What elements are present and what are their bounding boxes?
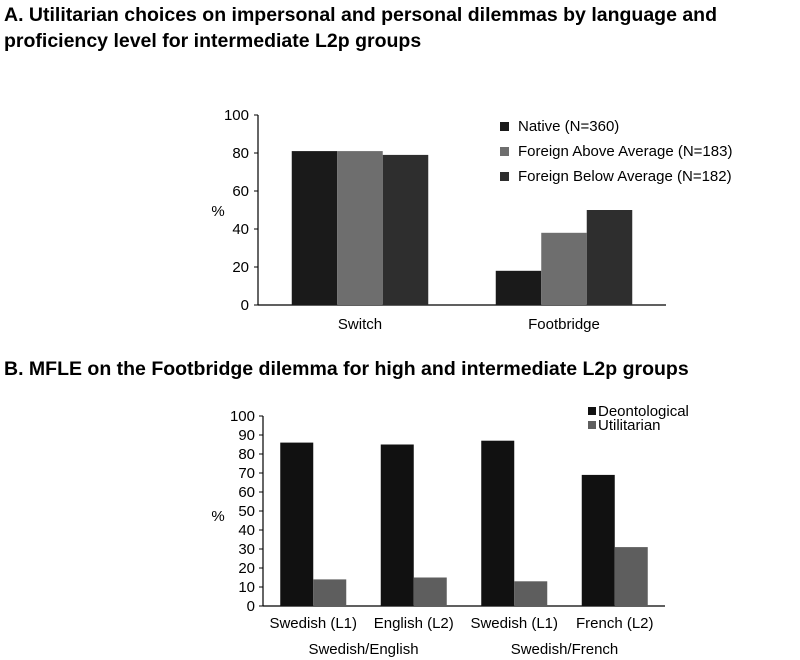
bar — [481, 441, 514, 606]
legend-label: Deontological — [598, 403, 689, 420]
bar — [292, 151, 338, 305]
bar — [381, 445, 414, 607]
bar — [280, 443, 313, 606]
legend-label: Foreign Below Average (N=182) — [518, 168, 732, 185]
bar — [496, 271, 542, 305]
chart-b — [0, 395, 800, 660]
legend-label: Foreign Above Average (N=183) — [518, 143, 733, 160]
y-tick-label: 50 — [238, 503, 255, 520]
bar — [514, 581, 547, 606]
y-tick-label: 20 — [238, 560, 255, 577]
legend-label: Utilitarian — [598, 417, 661, 434]
legend-swatch — [500, 172, 509, 181]
group-label: Swedish/French — [510, 641, 619, 658]
y-tick-label: 40 — [232, 221, 249, 238]
bar — [587, 210, 633, 305]
bar — [313, 579, 346, 606]
bar — [414, 578, 447, 607]
legend-swatch — [588, 421, 596, 429]
y-tick-label: 80 — [232, 145, 249, 162]
category-label: Swedish (L1) — [269, 615, 358, 632]
y-tick-label: 40 — [238, 522, 255, 539]
chart-a — [0, 90, 800, 340]
chart-b-title: B. MFLE on the Footbridge dilemma for high and intermediate L2p groups — [4, 358, 689, 380]
category-label: Swedish (L1) — [470, 615, 559, 632]
bar — [337, 151, 383, 305]
y-tick-label: 90 — [238, 427, 255, 444]
legend-label: Native (N=360) — [518, 118, 620, 135]
legend-swatch — [588, 407, 596, 415]
bar — [582, 475, 615, 606]
y-tick-label: 100 — [229, 408, 255, 425]
bar — [383, 155, 429, 305]
y-tick-label: 100 — [223, 107, 249, 124]
group-label: Swedish/English — [308, 641, 419, 658]
y-tick-label: 80 — [238, 446, 255, 463]
y-tick-label: 60 — [232, 183, 249, 200]
y-tick-label: 10 — [238, 579, 255, 596]
category-label: Switch — [337, 316, 383, 333]
legend-swatch — [500, 122, 509, 131]
chart-a-title: A. Utilitarian choices on impersonal and personal dilemmas by language and proficiency level for intermediate L2p groups — [4, 4, 718, 52]
y-tick-label: 60 — [238, 484, 255, 501]
y-tick-label: 30 — [238, 541, 255, 558]
y-axis-label: % — [211, 203, 225, 220]
bar — [615, 547, 648, 606]
legend-swatch — [500, 147, 509, 156]
category-label: Footbridge — [528, 316, 600, 333]
y-axis-label: % — [211, 508, 225, 525]
bar — [541, 233, 587, 305]
category-label: French (L2) — [575, 615, 654, 632]
category-label: English (L2) — [373, 615, 454, 632]
y-tick-label: 0 — [246, 598, 255, 615]
y-tick-label: 70 — [238, 465, 255, 482]
y-tick-label: 20 — [232, 259, 249, 276]
y-tick-label: 0 — [240, 297, 249, 314]
